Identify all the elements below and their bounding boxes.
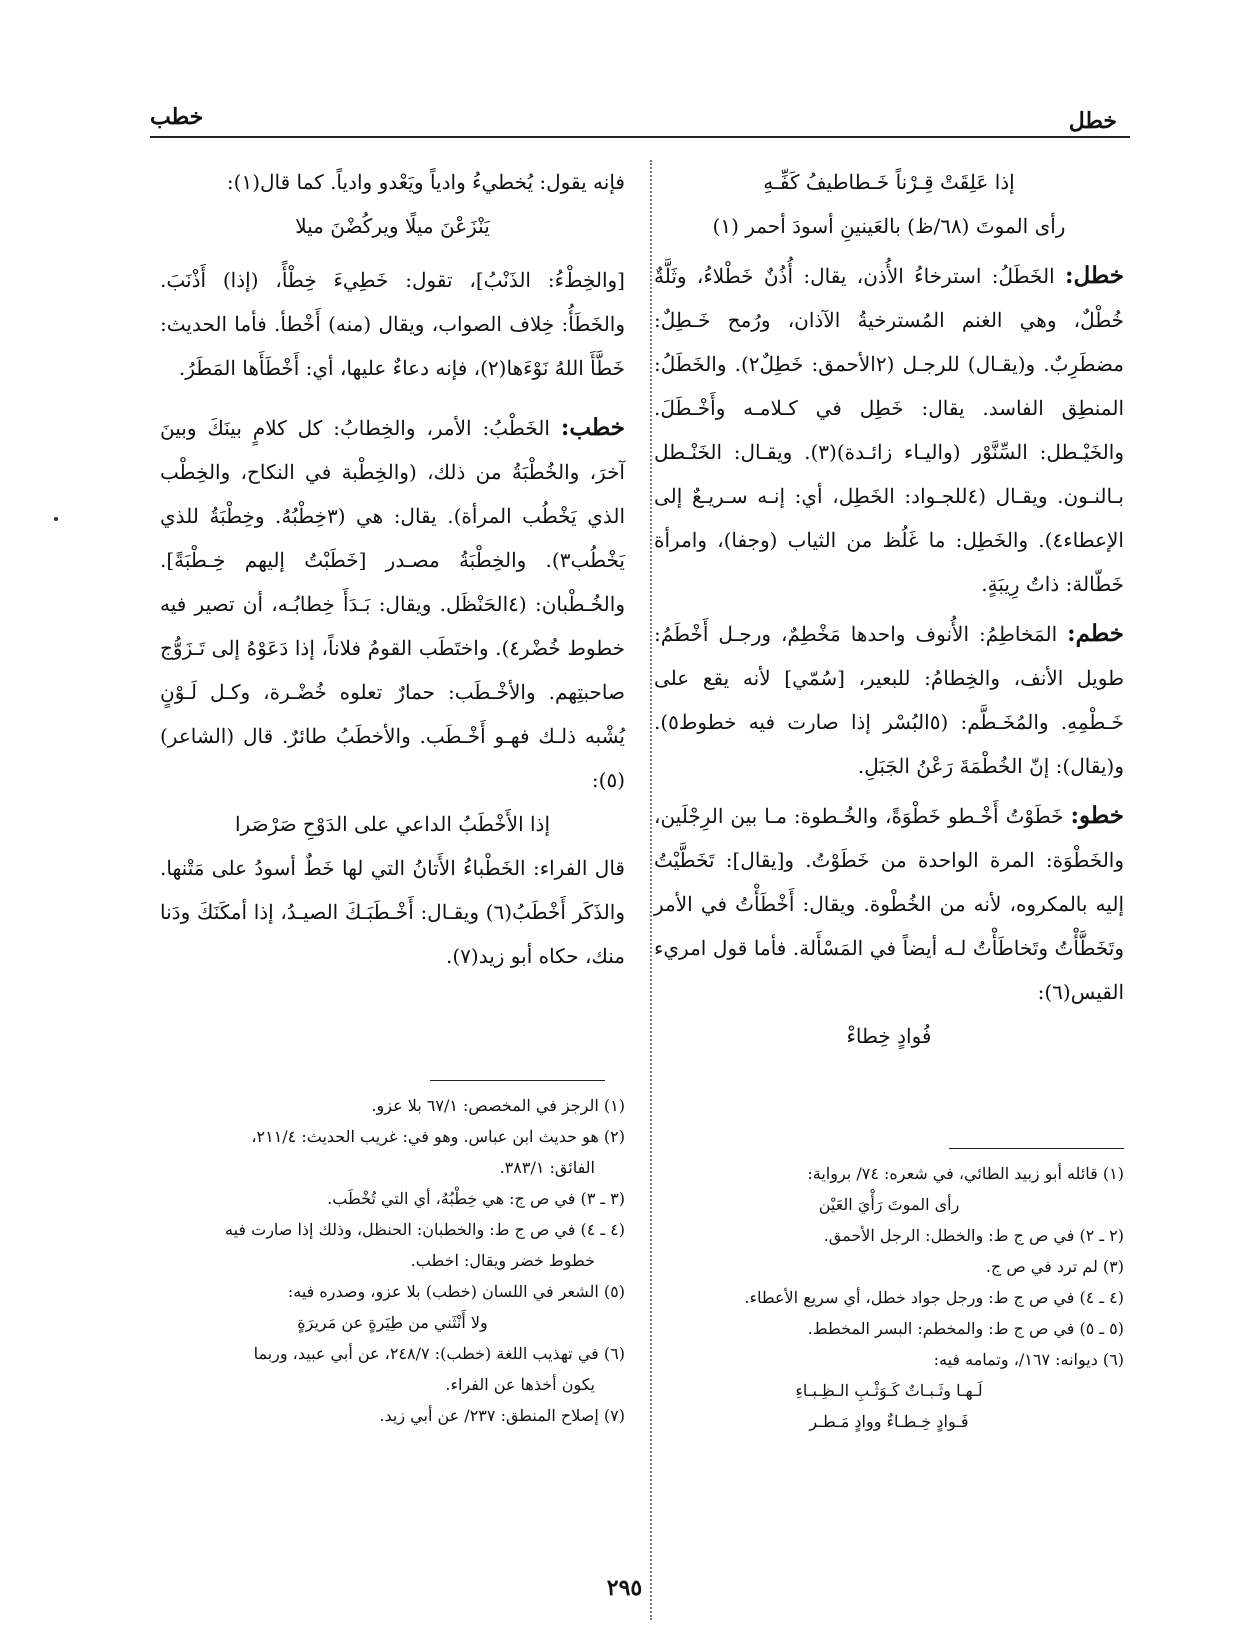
dictionary-entry <box>654 254 1124 606</box>
entry-headword: خطو: <box>1070 802 1125 829</box>
footnote: (٤ ـ ٤) في ص ج ط: ورجل جواد خطل، أي سريع الأعطاء. <box>744 1288 1124 1307</box>
header-rule <box>150 136 1130 138</box>
entry-headword: خطل: <box>1065 262 1124 289</box>
verse: إذا الأَخْطَبُ الداعي على الدَوْحِ صَرْصَرا <box>234 812 551 836</box>
column-divider <box>650 160 652 1620</box>
dictionary-entry <box>654 794 1124 1014</box>
footnote: (٤ ـ ٤) في ص ج ط: والخطبان: الحنظل، وذلك إذا صارت فيه <box>225 1220 625 1239</box>
entry-headword: خطم: <box>1067 620 1125 647</box>
footnote: (٦) في تهذيب اللغة (خطب): ٢٤٨/٧، عن أبي عبيد، وربما <box>253 1344 625 1363</box>
footnote: (٢) هو حديث ابن عباس. وهو في: غريب الحديث: ٢١١/٤، <box>251 1127 625 1146</box>
paragraph: فإنه يقول: يُخطيءُ وادياً ويَعْدو وادياً. كما قال(١): <box>226 170 625 194</box>
verse: يَنْزَعْنَ ميلًا ويركُضْنَ ميلا <box>295 214 490 238</box>
footnote: (٣) لم ترد في ص ج. <box>985 1257 1124 1276</box>
left-footnotes <box>160 1090 625 1431</box>
right-column <box>654 160 1124 1058</box>
right-footnotes <box>654 1158 1124 1437</box>
left-column <box>160 160 625 978</box>
footnote: (٢ ـ ٢) في ص ج ط: والخطل: الرجل الأحمق. <box>823 1226 1124 1245</box>
dictionary-entry <box>160 406 625 802</box>
verse: فُوادٍ خِطاءْ <box>846 1024 932 1048</box>
footnote: (١) قائله أبو زبيد الطائي، في شعره: ٧٤/ برواية: <box>807 1164 1124 1183</box>
footnote-verse: رأى الموتَ رَأْيَ العَيْن <box>818 1195 960 1214</box>
dictionary-entry <box>654 612 1124 788</box>
footnote: (٥) الشعر في اللسان (خطب) بلا عزو، وصدره فيه: <box>287 1282 625 1301</box>
page-number: ٢٩٥ <box>606 1575 643 1601</box>
header-left-word: خطب <box>150 104 204 130</box>
entry-text: الخَطَلُ: استرخاءُ الأُذن، يقال: أُذُنٌ خَطْلاءُ، وثَلَّةٌ خُطْلٌ، وهي الغنم المُسترخيةُ الآذان، ورُمح خَـطِلٌ: مضطَرِبٌ. و(يقـال) للرجـل (٢الأحمق: خَطِلٌ٢). والخَطَلُ: المنطِق الفاسد. يقال: خَطِل في كـلامـه وأَخْـطَلَ. والخَيْـطل: السِّنَّوْر (واليـاء زائـدة)(٣). ويقـال: الخَنْـطل بـالنـون. ويقـال (٤للجـواد: الخَطِل، أي: إنـه سـريـعٌ إلى الإعطاء٤). والخَطِل: ما غَلُظ من الثياب (وجفا)، وامرأة خَطّالة: ذاتُ رِيبَةٍ. <box>654 264 1125 596</box>
margin-dot <box>54 517 58 521</box>
paragraph: [والخِطْءُ: الذَنْبُ]، تقول: خَطِيءَ خِطْأً، (إذا) أَذْنَبَ. والخَطَأُ: خِلاف الصواب، ويقال (منه) أَخْطأ. فأما الحديث: خَطَّأَ اللهُ نَوْءَها(٢)، فإنه دعاءٌ عليها، أي: أَخْطَأَها المَطَرُ. <box>160 268 625 380</box>
paragraph: قال الفراء: الخَطْباءُ الأَتانُ التي لها خَطٌ أسودُ على مَتْنها. والذَكَر أَخْطَبُ(٦) ويقـال: أَخْـطَبَـكَ الصيـدُ، إذا أمكَنَكَ ودَنا منك، حكاه أبو زيد(٧). <box>160 856 625 968</box>
header-right-word: خطل <box>1068 108 1117 134</box>
footnote-verse: لَـهـا وثَـبـاتٌ كَـوَثْـبِ الـظِـبـاءِ <box>795 1381 983 1400</box>
verse: إذا عَلِقَتْ قِـرْناً خَـطاطيفُ كَفِّـهِ <box>763 170 1015 194</box>
footnote-verse: ولا أَنْثَني من طِيَرةٍ عن مَريرَةٍ <box>297 1313 488 1332</box>
entry-headword: خطب: <box>560 414 625 441</box>
verse: رأى الموتَ (٦٨/ظ) بالعَينينِ أسودَ أحمر (١) <box>712 214 1066 238</box>
footnote: الفائق: ٣٨٣/١. <box>499 1158 595 1177</box>
footnote: (١) الرجز في المخصص: ٦٧/١ بلا عزو. <box>371 1096 625 1115</box>
footnote-rule <box>430 1080 605 1081</box>
footnote: (٧) إصلاح المنطق: ٢٣٧/ عن أبي زيد. <box>379 1406 625 1425</box>
entry-text: الخَطْبُ: الأمر، والخِطابُ: كل كلامٍ بينَكَ وبينَ آخرَ، والخُطْبَةُ من ذلك، (والخِطْبة في النكاح، والخِطْب الذي يَخْطُب المرأة). يقال: هي (٣خِطْبُهُ. وخِطْبَةُ للذي يَخْطُب٣). والخِطْبَةُ مصـدر [خَطَبْتُ إليهم خِـطْبَةً]. والخُـطْبان: (٤الحَنْظَل. ويقال: بَـدَأَ خِطابُـه، أن تصير فيه خطوط خُضْر٤). واختَطَب القومُ فلاناً، إذا دَعَوْهُ إلى تَـزَوُّج صاحبتِهم. والأخْـطَب: حمارٌ تعلوه خُضْـرة، وكـل لَـوْنٍ يُشْبه ذلـك فهـو أَخْـطَب. والأخطَبُ طائرٌ. قال (الشاعر)(٥): <box>160 416 626 792</box>
footnote: (٦) ديوانه: ١٦٧/، وتمامه فيه: <box>933 1350 1124 1369</box>
entry-text: خَطَوْتُ أَخْـطو خَطْوَةً، والخُـطوة: مـا بين الرِجْلَين، والخَطْوَة: المرة الواحدة من خَطَوْتُ. و[يقال]: تَخَطَّيْتُ إليه بالمكروه، لأنه من الخُطْوة. ويقال: أَخْطَأْتُ في الأمر وتَخَطَّأْتُ وتَخاطَأْتُ لـه أيضاً في المَسْأَلة. فأما قول امريء القيس(٦): <box>654 804 1124 1004</box>
footnote: يكون أخذها عن الفراء. <box>445 1375 595 1394</box>
footnote-rule <box>949 1148 1124 1149</box>
footnote: (٥ ـ ٥) في ص ج ط: والمخطم: البسر المخطط. <box>807 1319 1124 1338</box>
footnote: (٣ ـ ٣) في ص ج: هي خِطْبُهُ، أي التي تُخْطَب. <box>327 1189 625 1208</box>
entry-text: المَخاطِمُ: الأُنوف واحدها مَخْطِمٌ، ورجـل أَخْطَمُ: طويل الأنف، والخِطامُ: للبعير، [سُمّي] لأنه يقع على خَـطْمِهِ. والمُخَـطَّم: (٥البُسْر إذا صارت فيه خطوط٥). و(يقال): إنّ الخُطْمَةَ رَعْنُ الجَبَلِ. <box>654 622 1124 778</box>
footnote: خطوط خضر ويقال: اخطب. <box>410 1251 595 1270</box>
footnote-verse: فَـوادٍ خِـطـاءٌ ووادٍ مَـطـر <box>809 1412 969 1431</box>
